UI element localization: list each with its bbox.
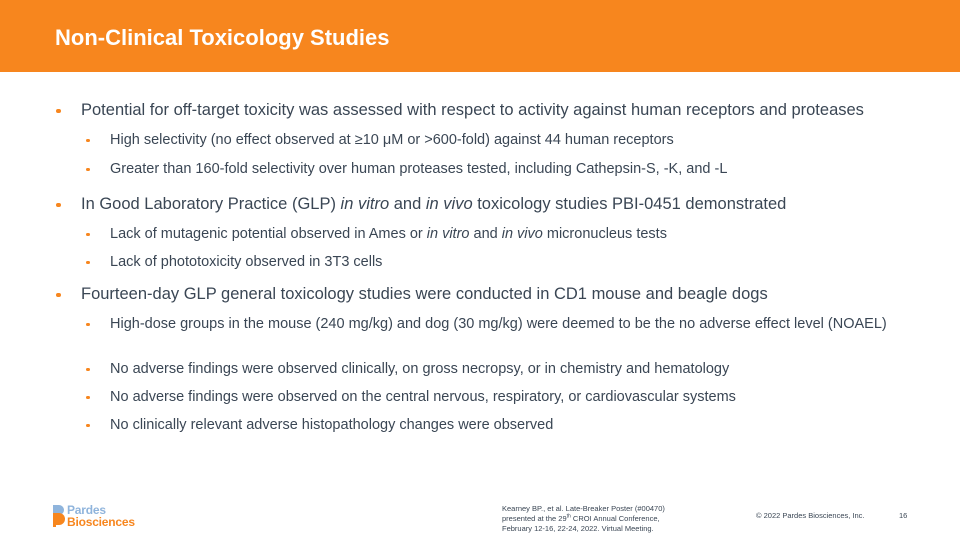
subbullet-text: No clinically relevant adverse histopathology changes were observed [110,417,554,433]
subbullet-mutagenic-potential [110,225,920,244]
pardes-logo-icon [53,505,65,527]
subbullet-text: No adverse findings were observed clinically, on gross necropsy, or in chemistry and hematology [110,361,730,377]
subbullet-text-italic: in vivo [501,226,543,242]
bullet-text: Potential for off-target toxicity was assessed with respect to activity against human receptors and proteases [81,101,864,119]
subbullet-text: Lack of phototoxicity observed in 3T3 cells [110,254,383,270]
subbullet-histopathology [110,416,920,435]
orange-dot-icon [56,203,61,208]
orange-dot-icon [86,323,90,327]
copyright: © 2022 Pardes Biosciences, Inc. [756,511,865,520]
subbullet-text-part: and [469,226,502,242]
orange-dot-icon [86,233,90,237]
greater-equal-symbol: ≥ [354,132,363,148]
subbullet-text-italic: in vitro [426,226,470,242]
subbullet-text-pre: High selectivity (no effect observed at [110,132,355,148]
orange-dot-icon [86,261,90,265]
bullet-text-part: In Good Laboratory Practice (GLP) [81,195,341,213]
orange-dot-icon [86,424,90,428]
logo-text-biosciences: Biosciences [67,515,135,529]
subbullet-text-part: micronucleus tests [542,226,667,242]
bullet-text-italic: in vivo [425,195,473,213]
orange-dot-icon [56,293,61,298]
subbullet-text: High-dose groups in the mouse (240 mg/kg) and dog (30 mg/kg) were deemed to be the no adverse effect level (NOAEL) [110,316,887,332]
citation-line: February 12-16, 22-24, 2022. Virtual Meeting. [502,524,654,533]
bullet-glp-studies [81,195,786,214]
citation [502,504,712,534]
subbullet-clinical-findings [110,360,920,379]
logo-text-pardes: Pardes [67,503,106,517]
bullet-offtarget-toxicity [81,101,864,120]
bullet-text-part: toxicology studies PBI-0451 demonstrated [472,195,787,213]
bullet-text-italic: in vitro [340,195,390,213]
subbullet-noael [110,315,920,334]
company-logo [53,504,153,528]
orange-dot-icon [86,139,90,143]
citation-line [502,514,712,524]
orange-dot-icon [56,109,61,114]
citation-text: presented at the 29 [502,514,567,523]
orange-dot-icon [86,168,90,172]
bullet-fourteen-day-studies [81,285,768,304]
citation-superscript: th [566,513,571,520]
citation-text: CROI Annual Conference, [570,514,660,523]
page-number: 16 [899,511,908,520]
subbullet-text: Greater than 160-fold selectivity over human proteases tested, including Cathepsin-S, -K, and -L [110,161,728,177]
subbullet-text-part: Lack of mutagenic potential observed in Ames or [110,226,427,242]
subbullet-protease-selectivity [110,160,920,179]
title-bar [0,0,960,72]
orange-dot-icon [86,396,90,400]
subbullet-phototoxicity [110,253,920,272]
subbullet-text-post: 10 μM or >600-fold) against 44 human receptors [362,132,674,148]
orange-dot-icon [86,368,90,372]
bullet-text: Fourteen-day GLP general toxicology studies were conducted in CD1 mouse and beagle dogs [81,285,768,303]
slide-title: Non-Clinical Toxicology Studies [55,25,390,50]
bullet-text-part: and [389,195,426,213]
subbullet-organ-systems [110,388,920,407]
subbullet-text: No adverse findings were observed on the central nervous, respiratory, or cardiovascular systems [110,389,736,405]
citation-line: Kearney BP., et al. Late-Breaker Poster (#00470) [502,504,665,513]
subbullet-receptor-selectivity [110,131,920,150]
